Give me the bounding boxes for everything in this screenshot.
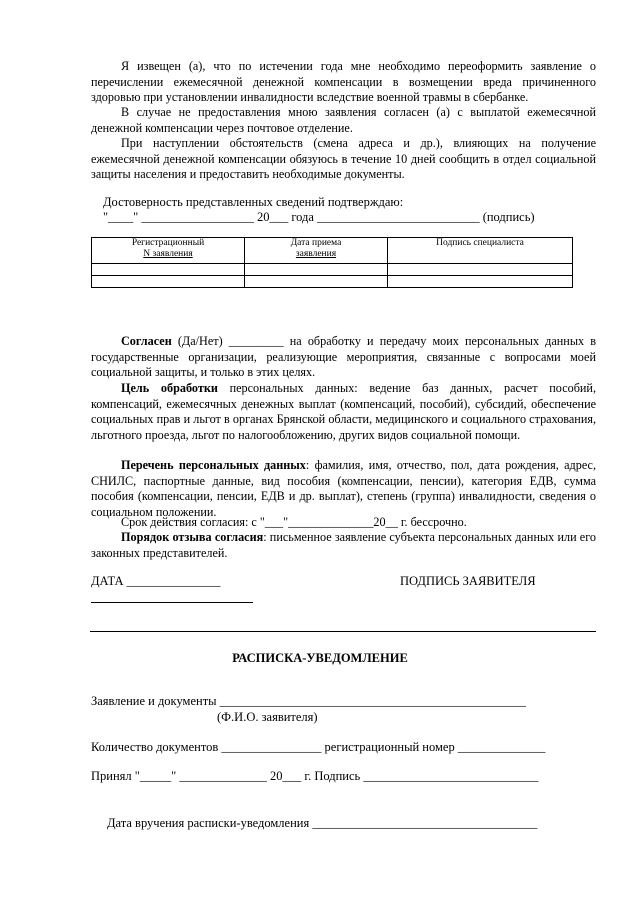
table-cell[interactable] — [388, 276, 573, 288]
receipt-docs-field[interactable]: Заявление и документы _________________________________________________ — [91, 694, 526, 708]
table-row — [92, 264, 573, 276]
header-line: Дата приема — [290, 238, 342, 248]
receipt-delivery-date-field[interactable]: Дата вручения расписки-уведомления ____________________________________ — [107, 816, 538, 830]
obligation-paragraph: При наступлении обстоятельств (смена адреса и др.), влияющих на получение ежемесячной денежной компенсации обязуюсь в течение 10 дней сообщить в отдел социальной защиты населения и предоставить необходимые документы. — [91, 136, 596, 181]
applicant-signature-label: ПОДПИСЬ ЗАЯВИТЕЛЯ — [400, 574, 536, 588]
consent-text: (Да/Нет) _________ на обработку и передачу моих персональных данных в государственные организации, реализующие мероприятия, связанные с вопросами моей социальной защиты, и только в этих целях. — [91, 334, 596, 379]
consent-paragraph — [91, 334, 596, 381]
receipt-title: РАСПИСКА-УВЕДОМЛЕНИЕ — [232, 651, 408, 665]
registration-table — [91, 237, 573, 288]
revoke-text: : письменное заявление субъекта персональных данных или его законных представителей. — [91, 530, 597, 560]
receipt-accepted-field[interactable]: Принял "_____" ______________ 20___ г. Подпись ____________________________ — [91, 769, 539, 783]
data-list-label: Перечень персональных данных — [121, 458, 306, 472]
table-cell[interactable] — [245, 276, 388, 288]
header-line: Регистрационный — [131, 238, 205, 248]
revoke-label: Порядок отзыва согласия — [121, 530, 264, 544]
notice-paragraph: Я извещен (а), что по истечении года мне необходимо переоформить заявление о перечислении ежемесячной денежной компенсации в возмещении вреда причиненного здоровью при установлении инвалидности вследствие военной травмы в сбербанке. — [91, 59, 596, 104]
purpose-text: персональных данных: ведение баз данных, расчет пособий, компенсаций, ежемесячных денежных выплат (компенсаций, пособий), субсидий, обеспечение социальных прав и льгот в органах Брянской области, медицинского и социального страхования, льготного проезда, льгот по налогообложению, других видов социальной помощи. — [91, 381, 596, 442]
receipt-count-field[interactable]: Количество документов ________________ регистрационный номер ______________ — [91, 740, 546, 754]
verify-date-signature-line: "____" __________________ 20___ года __________________________ (подпись) — [103, 210, 535, 224]
table-cell[interactable] — [92, 264, 245, 276]
signature-underline — [91, 602, 253, 603]
registration-table-header — [92, 238, 573, 264]
table-cell[interactable] — [92, 276, 245, 288]
purpose-label: Цель обработки — [121, 381, 218, 395]
postal-paragraph: В случае не предоставления мною заявления согласен (а) с выплатой ежемесячной денежной компенсации через почтовое отделение. — [91, 105, 596, 135]
consent-label: Согласен — [121, 334, 172, 348]
data-list-paragraph — [91, 458, 596, 520]
header-line: Подпись специалиста — [436, 238, 524, 248]
header-specialist-signature — [388, 238, 573, 264]
table-cell[interactable] — [388, 264, 573, 276]
date-field[interactable]: ДАТА _______________ — [91, 574, 221, 588]
data-list-text: : фамилия, имя, отчество, пол, дата рождения, адрес, СНИЛС, паспортные данные, вид пособия (компенсации, пенсии), категория ЕДВ, сумма пособия (компенсации, пенсии, ЕДВ и др. выплат), степень (группа) инвалидности, сведения о социальном положении. — [91, 458, 597, 519]
revoke-paragraph — [91, 530, 596, 561]
header-reg-number — [92, 238, 245, 264]
table-cell[interactable] — [245, 264, 388, 276]
purpose-paragraph — [91, 381, 596, 443]
header-line: заявления — [295, 249, 337, 259]
verify-text: Достоверность представленных сведений подтверждаю: — [103, 195, 404, 209]
header-receipt-date — [245, 238, 388, 264]
term-paragraph: Срок действия согласия: с "___"______________20__ г. бессрочно. — [121, 515, 467, 529]
section-divider — [90, 631, 596, 632]
receipt-fio-hint: (Ф.И.О. заявителя) — [217, 710, 318, 724]
table-row — [92, 276, 573, 288]
header-line: N заявления — [143, 249, 193, 259]
